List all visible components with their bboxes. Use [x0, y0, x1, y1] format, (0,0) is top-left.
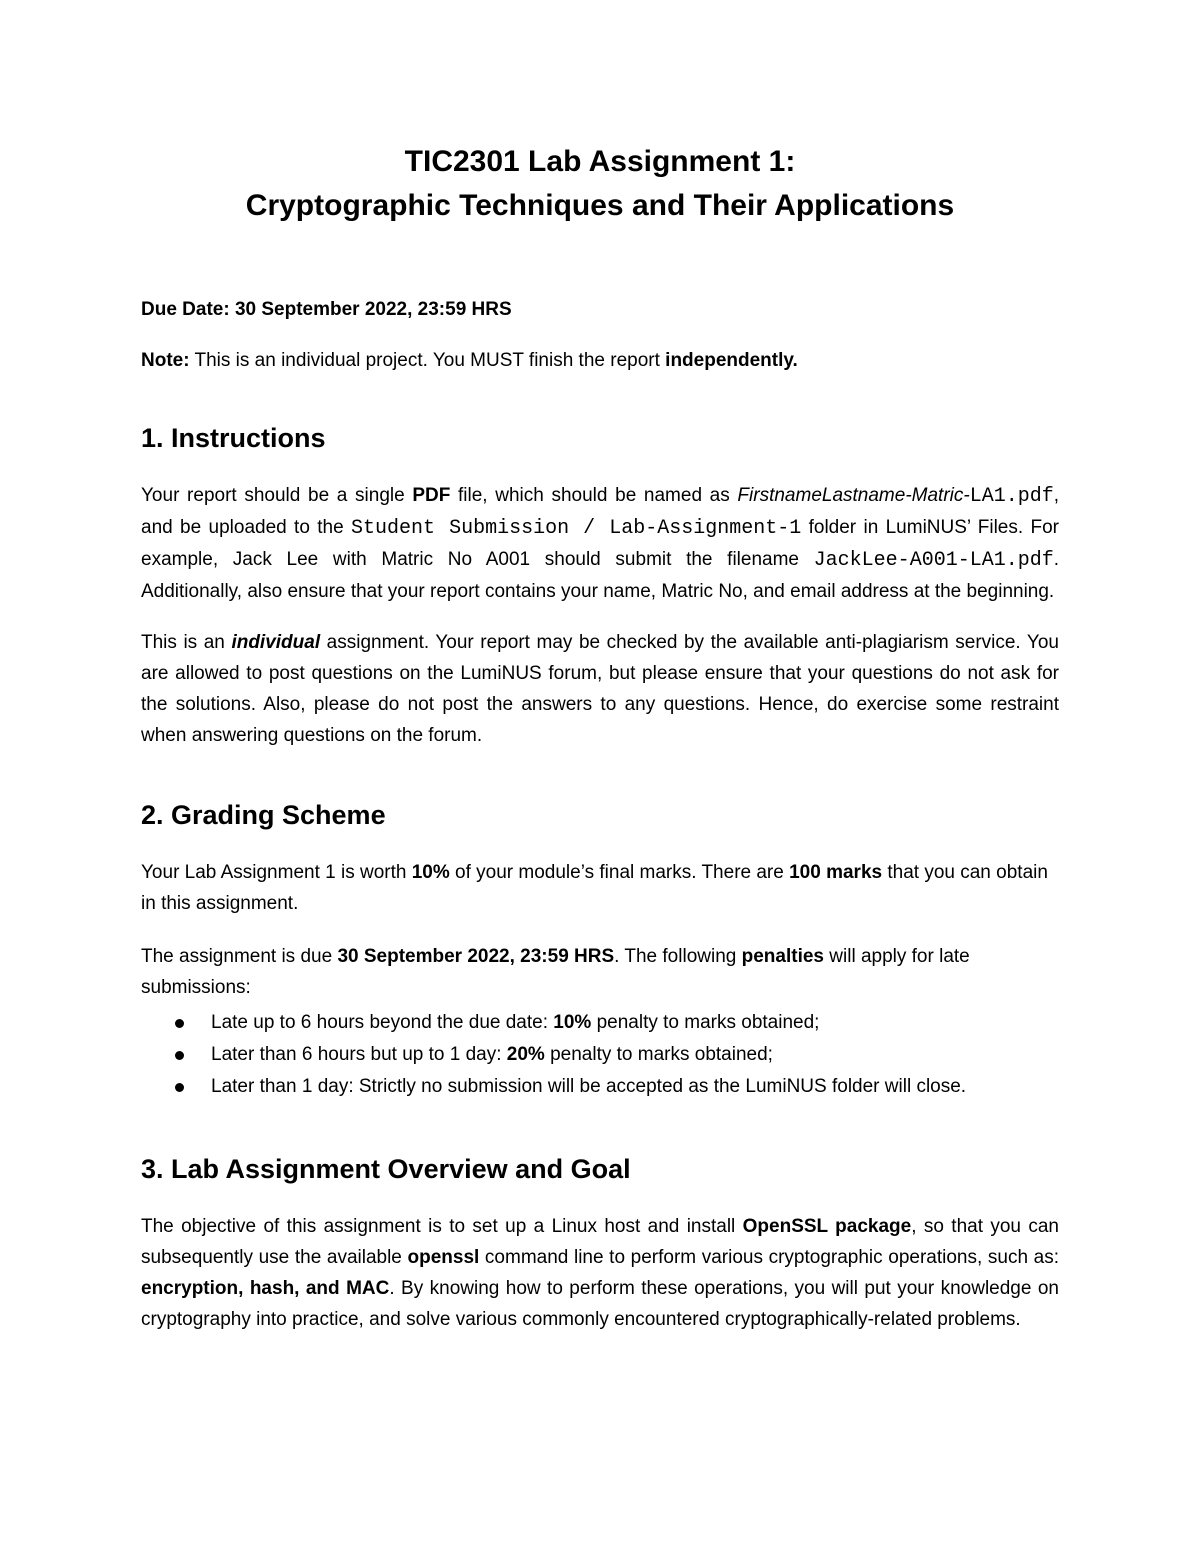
text-run: of your module’s final marks. There are — [449, 862, 790, 883]
due-date: Due Date: 30 September 2022, 23:59 HRS — [141, 299, 512, 320]
instructions-paragraph-1 — [141, 480, 1059, 607]
section-heading-instructions: 1. Instructions — [141, 423, 326, 453]
text-run: The assignment is due — [141, 946, 338, 967]
list-item — [141, 1007, 1059, 1039]
penalty-percent: 10% — [553, 1012, 592, 1033]
text-run: that you can obtain in this assignment. — [141, 862, 1048, 914]
text-run: Later than 6 hours but up to 1 day: — [211, 1044, 507, 1065]
note-paragraph — [141, 345, 1059, 376]
text-run: . The following — [614, 946, 742, 967]
text-run: This is an — [141, 632, 232, 653]
text-run: assignment. Your report may be checked by the available anti-plagiarism service. You are allowed to post questions on the LumiNUS forum, but please ensure that your questions do not ask for the solutions. Also, please do not post the answers to any questions. Hence, do exercise some restraint when answering questions on the forum. — [141, 632, 1059, 746]
grading-paragraph-2 — [141, 941, 1059, 1003]
instructions-paragraph-2 — [141, 627, 1059, 751]
individual-emphasis: individual — [231, 632, 321, 653]
text-run: Late up to 6 hours beyond the due date: — [211, 1012, 554, 1033]
document-page — [141, 140, 1059, 1335]
text-run: will apply for late submissions: — [141, 946, 970, 998]
folder-path: Student Submission / Lab-Assignment-1 — [351, 517, 802, 540]
operations-emphasis: encryption, hash, and MAC — [141, 1278, 390, 1299]
openssl-package-emphasis: OpenSSL package — [742, 1216, 912, 1237]
title-line-2: Cryptographic Techniques and Their Applications — [245, 189, 955, 222]
list-item — [141, 1071, 1059, 1103]
note-text: This is an individual project. You MUST finish the report — [189, 350, 666, 371]
filename-suffix: LA1.pdf — [969, 485, 1054, 508]
text-run: Later than 1 day: Strictly no submission will be accepted as the LumiNUS folder will close. — [211, 1076, 967, 1097]
total-marks: 100 marks — [789, 862, 883, 883]
grading-paragraph-1 — [141, 857, 1059, 919]
text-run: . Additionally, also ensure that your report contains your name, Matric No, and email address at the beginning. — [141, 549, 1059, 602]
text-run: The objective of this assignment is to set up a Linux host and install — [141, 1216, 743, 1237]
text-run: , and be uploaded to the — [141, 485, 1059, 538]
openssl-emphasis: openssl — [407, 1247, 480, 1268]
pdf-emphasis: PDF — [412, 485, 451, 506]
section-heading-overview: 3. Lab Assignment Overview and Goal — [141, 1154, 631, 1184]
text-run: folder in LumiNUS’ Files. For example, Jack Lee with Matric No A001 should submit the filename — [141, 517, 1059, 570]
bullet-icon — [175, 1083, 184, 1092]
text-run: command line to perform various cryptographic operations, such as: — [479, 1247, 1059, 1268]
penalties-emphasis: penalties — [741, 946, 824, 967]
text-run: penalty to marks obtained; — [591, 1012, 820, 1033]
weight-percent: 10% — [411, 862, 450, 883]
text-run: file, which should be named as — [450, 485, 738, 506]
note-label: Note: — [141, 350, 190, 371]
bullet-icon — [175, 1051, 184, 1060]
note-emphasis: independently. — [665, 350, 798, 371]
overview-paragraph — [141, 1211, 1059, 1335]
text-run: penalty to marks obtained; — [544, 1044, 773, 1065]
bullet-icon — [175, 1019, 184, 1028]
list-item — [141, 1039, 1059, 1071]
document-title — [141, 140, 1059, 228]
text-run: Your report should be a single — [141, 485, 413, 506]
section-heading-grading: 2. Grading Scheme — [141, 800, 386, 830]
due-emphasis: 30 September 2022, 23:59 HRS — [337, 946, 615, 967]
text-run: . By knowing how to perform these operations, you will put your knowledge on cryptography into practice, and solve various commonly encountered cryptographically-related problems. — [141, 1278, 1059, 1330]
text-run: , so that you can subsequently use the available — [141, 1216, 1059, 1268]
example-filename: JackLee-A001-LA1.pdf — [813, 549, 1054, 572]
penalty-list — [141, 1007, 1059, 1103]
penalty-percent: 20% — [506, 1044, 545, 1065]
title-line-1: TIC2301 Lab Assignment 1: — [404, 145, 796, 178]
filename-pattern: FirstnameLastname-Matric- — [737, 485, 970, 506]
text-run: Your Lab Assignment 1 is worth — [141, 862, 412, 883]
